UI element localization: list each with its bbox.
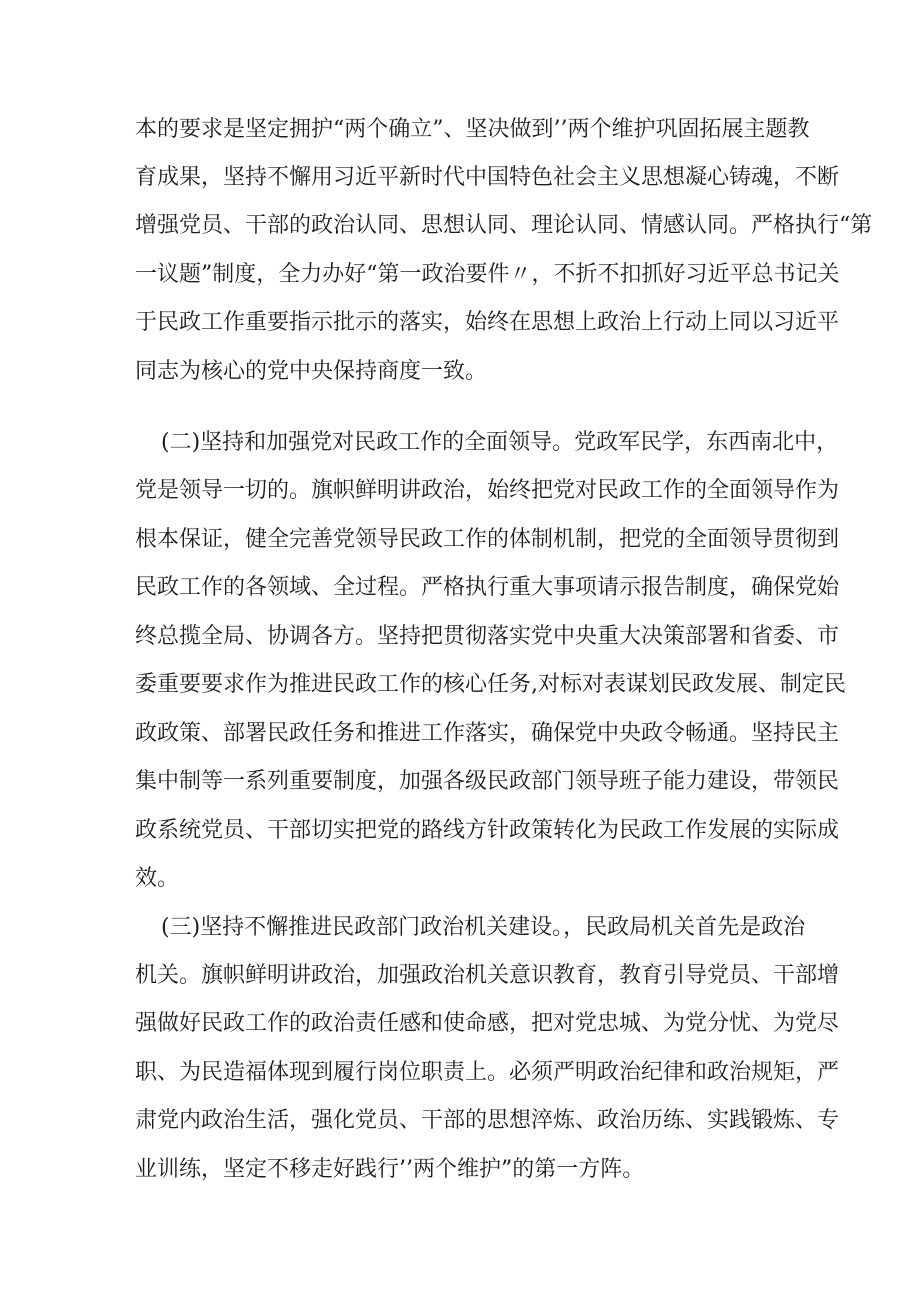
text-line: 同志为核心的党中央保持商度一致。 xyxy=(135,359,488,384)
text-line: 育成果，坚持不懈用习近平新时代中国特色社会主义思想凝心铸魂，不断 xyxy=(135,165,840,190)
text-line: 集中制等一系列重要制度，加强各级民政部门领导班子能力建设，带领民 xyxy=(135,769,840,794)
text-line: 本的要求是坚定拥护“两个确立”、坚决做到’’两个维护巩固拓展主题教 xyxy=(135,117,810,142)
text-line: 民政工作的各领域、全过程。严格执行重大事项请示报告制度，确保党始 xyxy=(135,575,840,600)
text-line: 政政策、部署民政任务和推进工作落实，确保党中央政令畅通。坚持民主 xyxy=(135,721,840,746)
text-line: 机关。旗帜鲜明讲政治，加强政治机关意识教育，教育引导党员、干部增 xyxy=(135,963,840,988)
text-line: 于民政工作重要指示批示的落实，始终在思想上政治上行动上同以习近平 xyxy=(135,310,840,335)
text-line: 政系统党员、干部切实把党的路线方针政策转化为民政工作发展的实际成 xyxy=(135,818,840,843)
text-line: 根本保证，健全完善党领导民政工作的体制机制，把党的全面领导贯彻到 xyxy=(135,527,840,552)
text-line: 终总揽全局、协调各方。坚持把贯彻落实党中央重大决策部署和省委、市 xyxy=(135,624,840,649)
text-line: (二)坚持和加强党对民政工作的全面领导。党政军民学，东西南北中， xyxy=(161,430,839,455)
text-line: 党是领导一切的。旗帜鲜明讲政治，始终把党对民政工作的全面领导作为 xyxy=(135,478,840,503)
text-line: 业训练，坚定不移走好践行’’两个维护”的第一方阵。 xyxy=(135,1157,645,1182)
text-line: 效。 xyxy=(135,866,180,891)
text-line: 强做好民政工作的政治责任感和使命感，把对党忠城、为党分忧、为党尽 xyxy=(135,1011,840,1036)
text-line: 增强党员、干部的政治认同、思想认同、理论认同、情感认同。严格执行“第 xyxy=(135,213,873,238)
text-line: (三)坚持不懈推进民政部门政治机关建设。，民政局机关首先是政治 xyxy=(161,915,806,940)
text-line: 一议题”制度，全力办好“第一政治要件〃，不折不扣抓好习近平总书记关 xyxy=(135,262,840,287)
text-line: 职、为民造福体现到履行岗位职责上。必须严明政治纪律和政治规矩，严 xyxy=(135,1060,840,1085)
text-line: 委重要要求作为推进民政工作的核心任务,对标对表谋划民政发展、制定民 xyxy=(135,672,846,697)
text-line: 肃党内政治生活，强化党员、干部的思想淬炼、政治历练、实践锻炼、专 xyxy=(135,1108,840,1133)
